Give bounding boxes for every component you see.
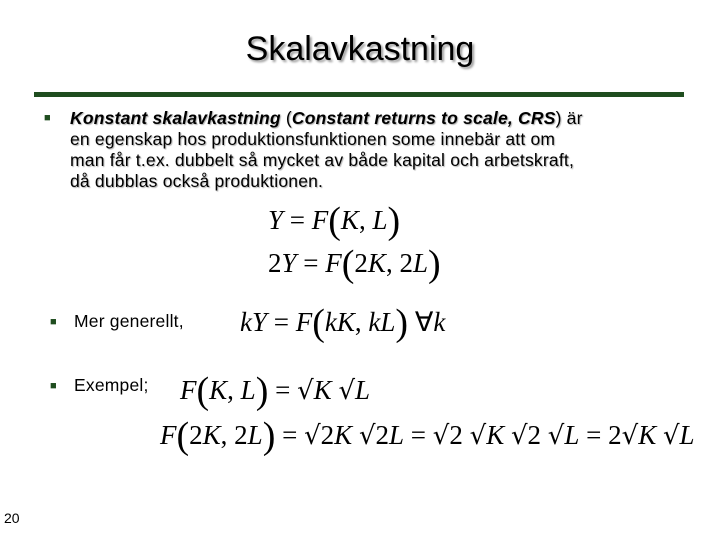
term-en: Constant returns to scale, CRS (291, 108, 556, 128)
equation-general-crs (240, 302, 446, 344)
title-divider (34, 92, 684, 97)
equation-text: F(2K, 2L) = √2K √2L = √2 √K √2 √L = 2√K √L (160, 415, 695, 457)
term-sv: Konstant skalavkastning (70, 108, 281, 128)
bullet-marker-2: ■ (50, 316, 57, 328)
para-line-1-rest: är (566, 108, 583, 128)
equation-production-function (268, 200, 401, 242)
slide-number: 20 (4, 510, 20, 526)
paren-close: ) (555, 108, 567, 128)
paren-open: ( (280, 108, 292, 128)
bullet-example-label: Exempel; (74, 375, 149, 395)
slide-title: Skalavkastning (245, 30, 475, 68)
bullet-paragraph-crs (70, 108, 680, 192)
equation-doubled (268, 243, 441, 285)
bullet-general-label: Mer generellt, (74, 311, 184, 331)
equation-text: F(K, L) = √K √L (180, 370, 371, 412)
para-line-3: man får t.ex. dubbelt så mycket av både kapital och arbetskraft, (70, 150, 575, 170)
para-line-1 (70, 108, 680, 129)
bullet-marker-3: ■ (50, 380, 57, 392)
bullet-marker-1: ■ (44, 112, 51, 124)
equation-text: Y = F(K, L) (268, 200, 401, 242)
equation-text: 2Y = F(2K, 2L) (268, 243, 441, 285)
equation-example-doubled (160, 415, 695, 457)
para-line-4: då dubblas också produktionen. (70, 171, 324, 191)
equation-text: kY = F(kK, kL) ∀k (240, 302, 446, 344)
para-line-2: en egenskap hos produktionsfunktionen some innebär att om (70, 129, 556, 149)
equation-example-cobb-douglas (180, 370, 371, 412)
